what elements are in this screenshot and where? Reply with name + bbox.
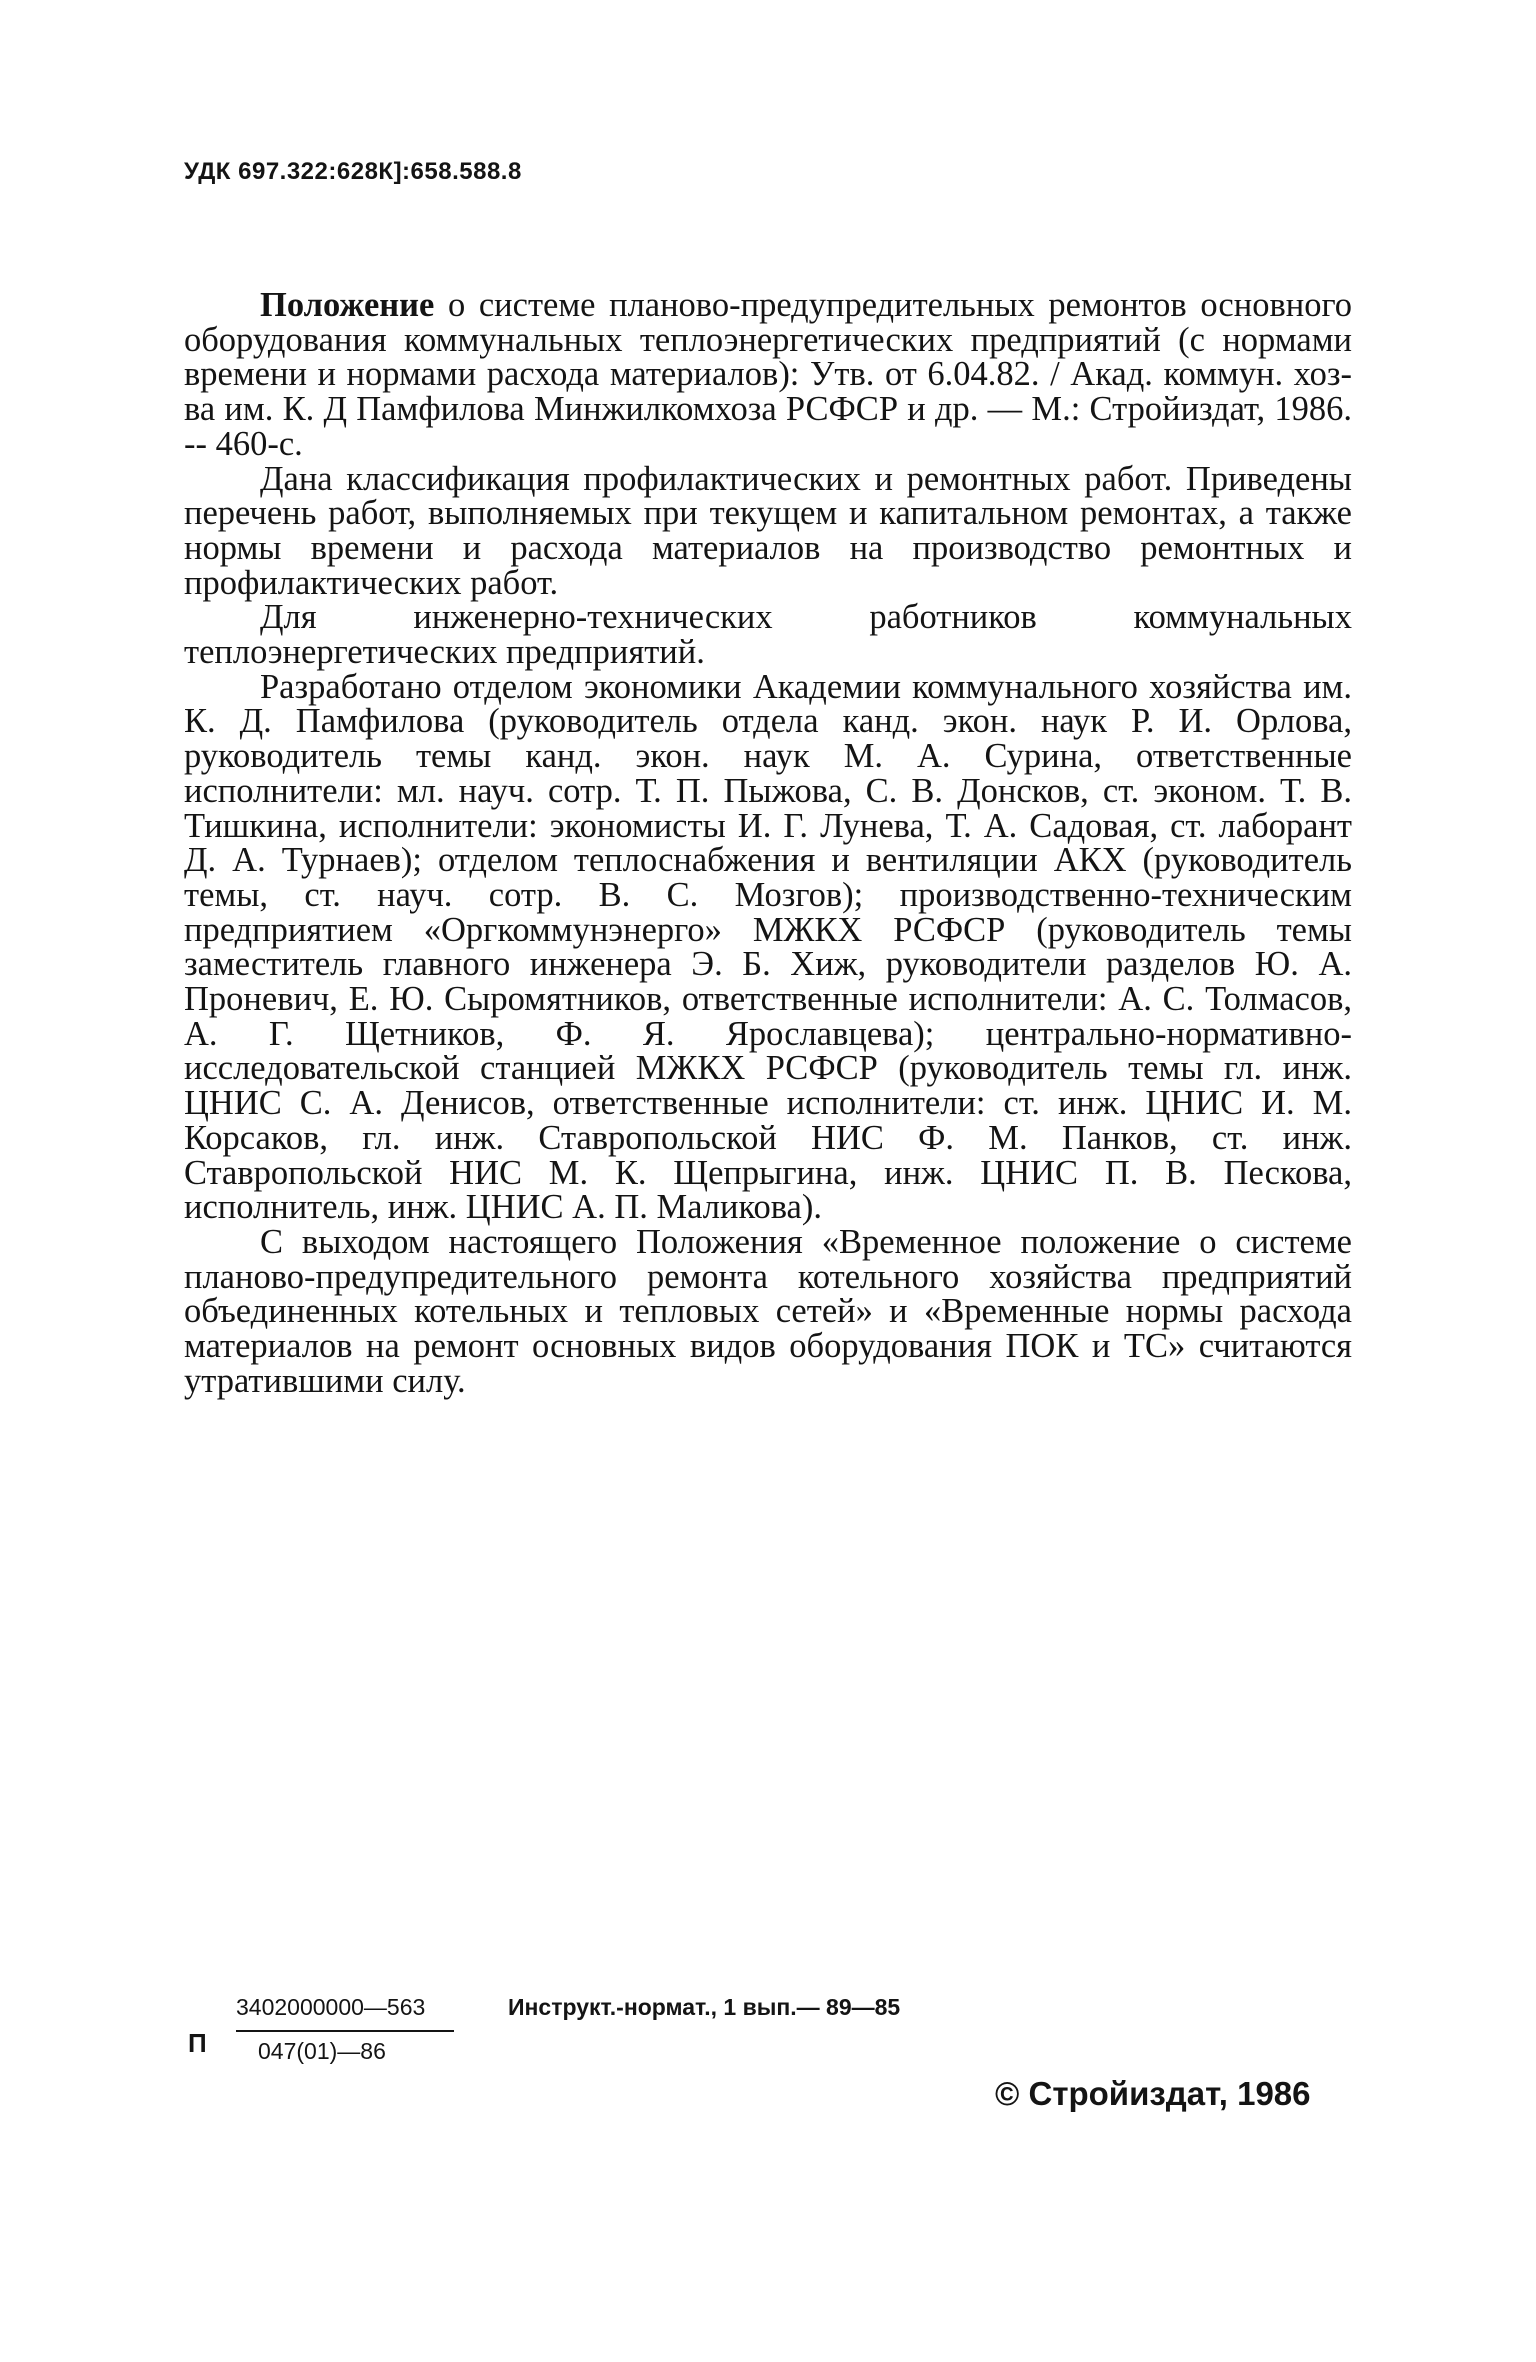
udk-code: УДК 697.322:628К]:658.588.8 [184,158,522,185]
paragraph-lead: Положение [260,286,435,324]
publication-imprint [184,1994,1084,2074]
paragraph-title [184,288,1352,462]
paragraph-authors: Разработано отделом экономики Академии коммунального хозяйства им. К. Д. Памфилова (руководитель отдела канд. экон. наук Р. И. Орлова, руководитель темы канд. экон. наук М. А. Сурина, ответственные исполнители: мл. науч. сотр. Т. П. Пыжова, С. В. Донсков, ст. эконом. Т. В. Тишкина, исполнители: экономисты И. Г. Лунева, Т. А. Садовая, ст. лаборант Д. А. Турнаев); отделом теплоснабжения и вентиляции АКХ (руководитель темы, ст. науч. сотр. В. С. Мозгов); производственно-техническим предприятием «Оргкоммунэнерго» МЖКХ РСФСР (руководитель темы заместитель главного инженера Э. Б. Хиж, руководители разделов Ю. А. Проневич, Е. Ю. Сыромятников, ответственные исполнители: А. С. Толмасов, А. Г. Щетников, Ф. Я. Ярославцева); центрально-нормативно-исследовательской станцией МЖКХ РСФСР (руководитель темы гл. инж. ЦНИС С. А. Денисов, ответственные исполнители: ст. инж. ЦНИС И. М. Корсаков, гл. инж. Ставропольской НИС Ф. М. Панков, ст. инж. Ставропольской НИС М. К. Щепрыгина, инж. ЦНИС П. В. Пескова, исполнитель, инж. ЦНИС А. П. Маликова). [184,667,1352,1227]
paragraph-supersedes: С выходом настоящего Положения «Временное положение о системе планово-предупредительного ремонта котельного хозяйства предприятий объединенных котельных и тепловых сетей» и «Временные нормы расхода материалов на ремонт основных видов оборудования ПОК и ТС» считаются утратившими силу. [184,1222,1352,1400]
paragraph-summary: Дана классификация профилактических и ремонтных работ. Приведены перечень работ, выполняемых при текущем и капитальном ремонтах, а также нормы времени и расхода материалов на производство ремонтных и профилактических работ. [184,459,1352,602]
imprint-denominator: 047(01)—86 [258,2038,386,2064]
imprint-numerator: 3402000000—563 [236,1994,426,2020]
paragraph-text: о системе планово-предупредительных ремонтов основного оборудования коммунальных теплоэнергетических предприятий (с нормами времени и нормами расхода материалов): Утв. от 6.04.82. / Акад. коммун. хоз-ва им. К. Д Памфилова Минжилкомхоза РСФСР и др. — М.: Стройиздат, 1986. -- 460-с. [184,286,1353,463]
paragraph-audience: Для инженерно-технических работников коммунальных теплоэнергетических предприятий. [184,598,1352,672]
annotation-text [184,288,1352,1399]
imprint-letter: П [188,2028,207,2058]
copyright-notice: © Стройиздат, 1986 [995,2075,1311,2112]
imprint-fraction-line [236,2030,454,2032]
imprint-series: Инструкт.-нормат., 1 вып.— 89—85 [508,1994,901,2020]
